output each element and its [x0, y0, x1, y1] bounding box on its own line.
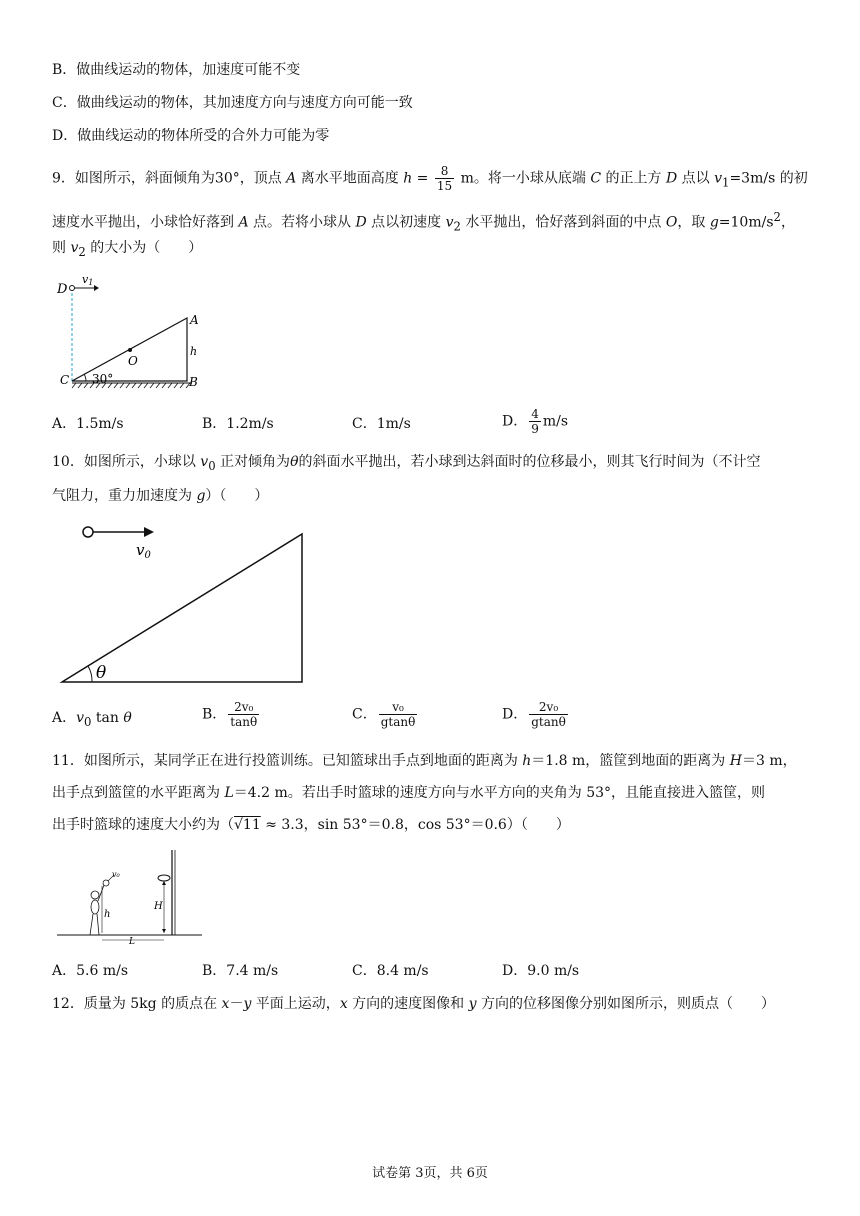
question-11-line-3: 出手时篮球的速度大小约为（√11 ≈ 3.3，sin 53°＝0.8，cos 53°＝0.6）（ ） — [52, 817, 570, 833]
fraction-8-15: $\frac{8}{15}$ — [436, 164, 453, 193]
option-11d: D．9.0 m/s — [502, 963, 580, 979]
label-v0: $v_0$ — [136, 541, 151, 561]
label-h-big: H — [154, 901, 163, 912]
question-10-line-2: 气阻力，重力加速度为 g）（ ） — [52, 488, 269, 504]
option-9d: D． $\frac{4}{9}$ m/s — [502, 407, 569, 436]
figure-q10-incline — [52, 520, 312, 690]
option-8b: B．做曲线运动的物体，加速度可能不变 — [52, 62, 301, 78]
label-b: B — [189, 375, 198, 389]
label-theta: θ — [96, 663, 107, 683]
option-9a: A．1.5m/s — [52, 416, 124, 432]
question-12-line-1: 12．质量为 5kg 的质点在 x－y 平面上运动，x 方向的速度图像和 y 方向的位移图像分别如图所示，则质点（ ） — [52, 996, 775, 1012]
label-v1: v1 — [82, 273, 94, 287]
figure-q11-basketball — [52, 845, 212, 945]
label-l: L — [129, 937, 135, 945]
question-9-line-2: 速度水平抛出，小球恰好落到 A 点。若将小球从 D 点以初速度 $v_2$ 水平抛出，恰好落到斜面的中点 O，取 $g=10m/s^2$， — [52, 210, 795, 234]
label-v0-small: v₀ — [112, 870, 120, 879]
option-8c: C．做曲线运动的物体，其加速度方向与速度方向可能一致 — [52, 95, 413, 111]
question-9-line-1: 9．如图所示，斜面倾角为30°，顶点 A 离水平地面高度 h = $\frac{8}{15}$ m。将一小球从底端 C 的正上方 D 点以 $v_1=3m/s$ 的初 — [52, 164, 808, 193]
option-11a: A．5.6 m/s — [52, 963, 129, 979]
label-h: h — [190, 345, 198, 358]
option-10b: B． $\frac{\text{2v₀}}{\tan\theta}$ — [202, 700, 258, 729]
label-a: A — [190, 313, 199, 327]
question-11-line-1: 11．如图所示，某同学正在进行投篮训练。已知篮球出手点到地面的距离为 h＝1.8 m，篮筐到地面的距离为 H＝3 m， — [52, 753, 797, 769]
option-8d: D．做曲线运动的物体所受的合外力可能为零 — [52, 128, 330, 144]
label-c: C — [60, 373, 70, 387]
question-11-line-2: 出手点到篮筐的水平距离为 L＝4.2 m。若出手时篮球的速度方向与水平方向的夹角为 53°，且能直接进入篮筐，则 — [52, 785, 766, 801]
label-angle-30: 30° — [92, 372, 114, 386]
option-9b: B．1.2m/s — [202, 416, 274, 432]
option-11c: C．8.4 m/s — [352, 963, 429, 979]
question-9-line-3: 则 $v_2$ 的大小为（ ） — [52, 240, 203, 259]
page-footer: 试卷第 3页，共 6页 — [372, 1166, 488, 1181]
question-10-line-1: 10．如图所示，小球以 $v_0$ 正对倾角为θ的斜面水平抛出，若小球到达斜面时的位移最小，则其飞行时间为（不计空 — [52, 454, 761, 473]
option-10a: A．$v_0$ tan θ — [52, 710, 132, 729]
label-h-small: h — [104, 909, 111, 920]
label-o: O — [128, 354, 138, 368]
figure-q9-incline — [52, 270, 222, 395]
option-11b: B．7.4 m/s — [202, 963, 279, 979]
option-9c: C．1m/s — [352, 416, 411, 432]
option-10c: C． $\frac{\text{v₀}}{gtan\theta}$ — [352, 700, 416, 729]
label-d: D — [57, 282, 68, 297]
option-10d: D． $\frac{\text{2v₀}}{gtan\theta}$ — [502, 700, 566, 729]
